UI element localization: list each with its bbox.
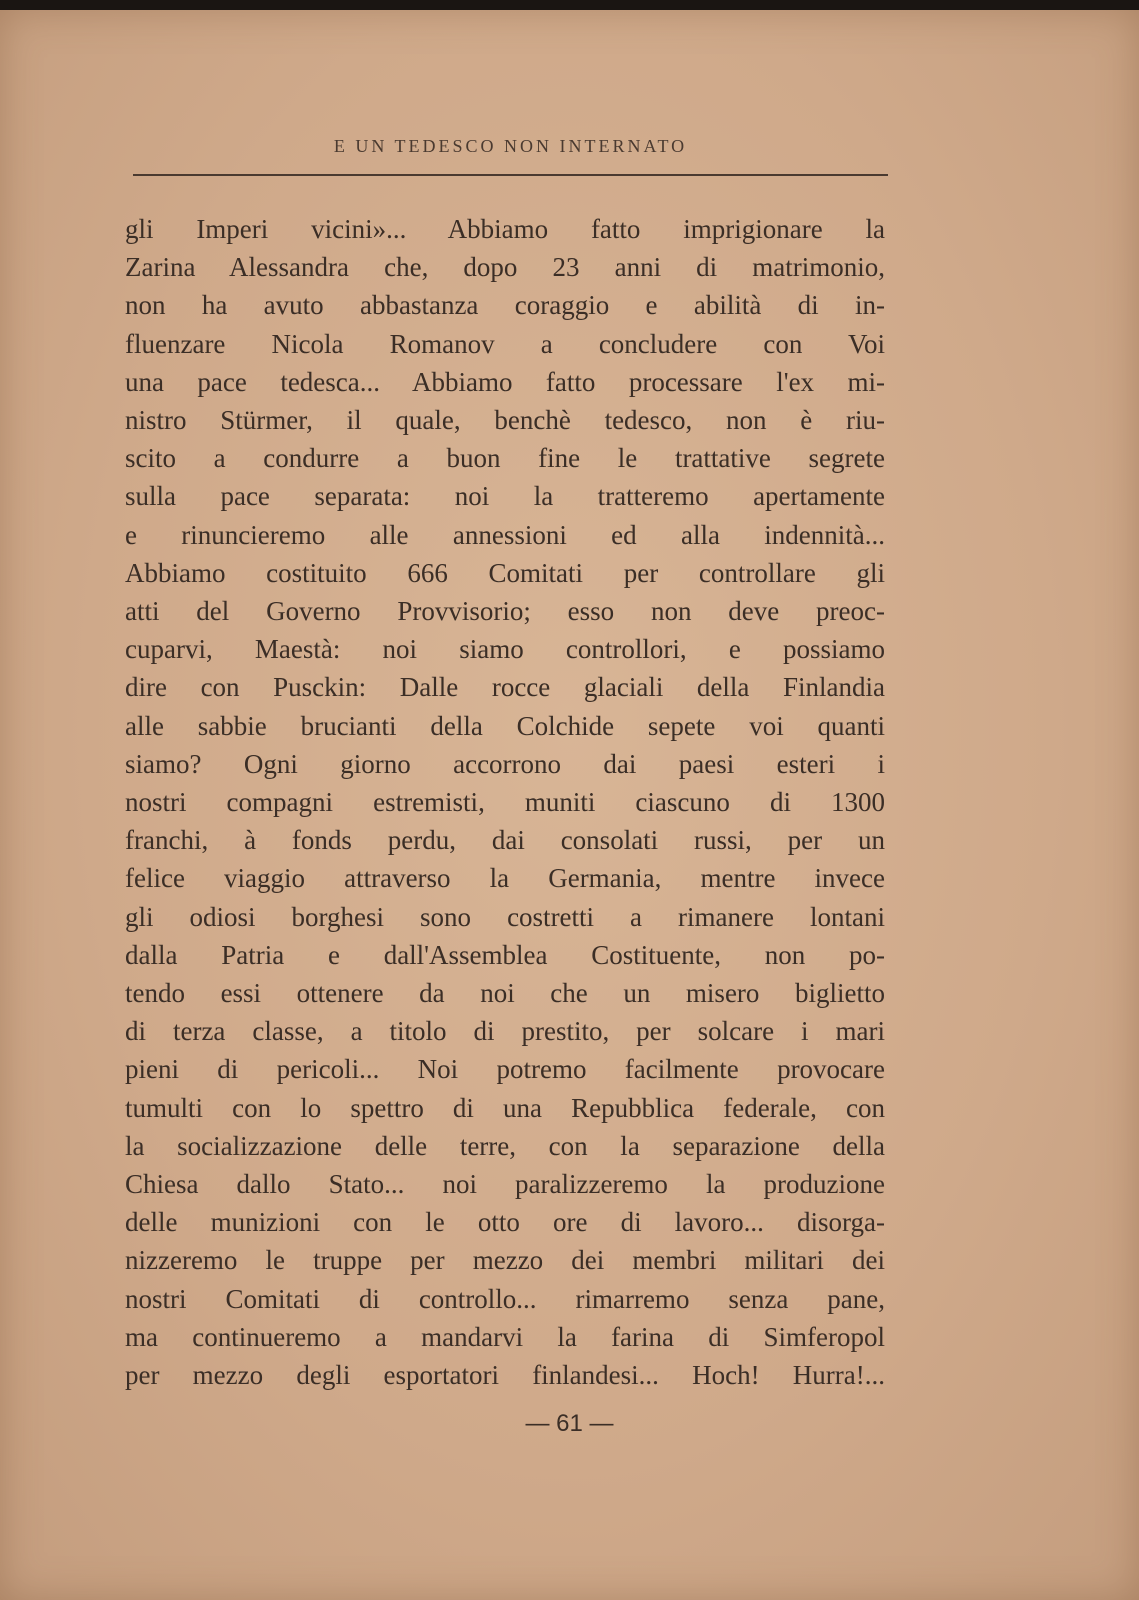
text-line: dalla Patria e dall'Assemblea Costituente, non po- [125, 939, 885, 970]
text-line: tumulti con lo spettro di una Repubblica federale, con [125, 1092, 885, 1123]
text-line: per mezzo degli esportatori finlandesi... Hoch! Hurra!... [125, 1360, 885, 1391]
text-line: Abbiamo costituito 666 Comitati per controllare gli [125, 557, 885, 588]
text-line: atti del Governo Provvisorio; esso non deve preoc- [125, 596, 885, 627]
text-line: gli odiosi borghesi sono costretti a rimanere lontani [125, 901, 885, 932]
text-line: ma continueremo a mandarvi la farina di Simferopol [125, 1321, 885, 1352]
text-line: non ha avuto abbastanza coraggio e abilità di in- [125, 290, 885, 321]
text-line: pieni di pericoli... Noi potremo facilmente provocare [125, 1054, 885, 1085]
text-line: franchi, à fonds perdu, dai consolati russi, per un [125, 825, 885, 856]
text-line: nistro Stürmer, il quale, benchè tedesco, non è riu- [125, 405, 885, 436]
header-rule [133, 174, 888, 176]
body-text [125, 210, 885, 1394]
text-line: una pace tedesca... Abbiamo fatto processare l'ex mi- [125, 366, 885, 397]
text-line: siamo? Ogni giorno accorrono dai paesi esteri i [125, 748, 885, 779]
text-line: scito a condurre a buon fine le trattative segrete [125, 443, 885, 474]
text-line: gli Imperi vicini»... Abbiamo fatto imprigionare la [125, 214, 885, 244]
text-line: nizzeremo le truppe per mezzo dei membri militari dei [125, 1245, 885, 1276]
text-line: la socializzazione delle terre, con la separazione della [125, 1130, 885, 1161]
text-line: fluenzare Nicola Romanov a concludere con Voi [125, 328, 885, 359]
text-line: alle sabbie brucianti della Colchide sepete voi quanti [125, 710, 885, 741]
text-line: Chiesa dallo Stato... noi paralizzeremo la produzione [125, 1169, 885, 1200]
text-line: di terza classe, a titolo di prestito, per solcare i mari [125, 1016, 885, 1047]
text-line: sulla pace separata: noi la tratteremo apertamente [125, 481, 885, 512]
text-line: Zarina Alessandra che, dopo 23 anni di matrimonio, [125, 252, 885, 283]
text-line: nostri Comitati di controllo... rimarremo senza pane, [125, 1283, 885, 1314]
text-line: felice viaggio attraverso la Germania, mentre invece [125, 863, 885, 894]
page-number: — 61 — [525, 1410, 614, 1437]
text-line: delle munizioni con le otto ore di lavoro... disorga- [125, 1207, 885, 1238]
text-line: tendo essi ottenere da noi che un misero biglietto [125, 978, 885, 1009]
running-head: E UN TEDESCO NON INTERNATO [333, 136, 688, 156]
text-line: e rinuncieremo alle annessioni ed alla indennità... [125, 519, 885, 550]
text-line: cuparvi, Maestà: noi siamo controllori, e possiamo [125, 634, 885, 665]
text-line: dire con Pusckin: Dalle rocce glaciali della Finlandia [125, 672, 885, 703]
text-line: nostri compagni estremisti, muniti ciascuno di 1300 [125, 787, 885, 818]
